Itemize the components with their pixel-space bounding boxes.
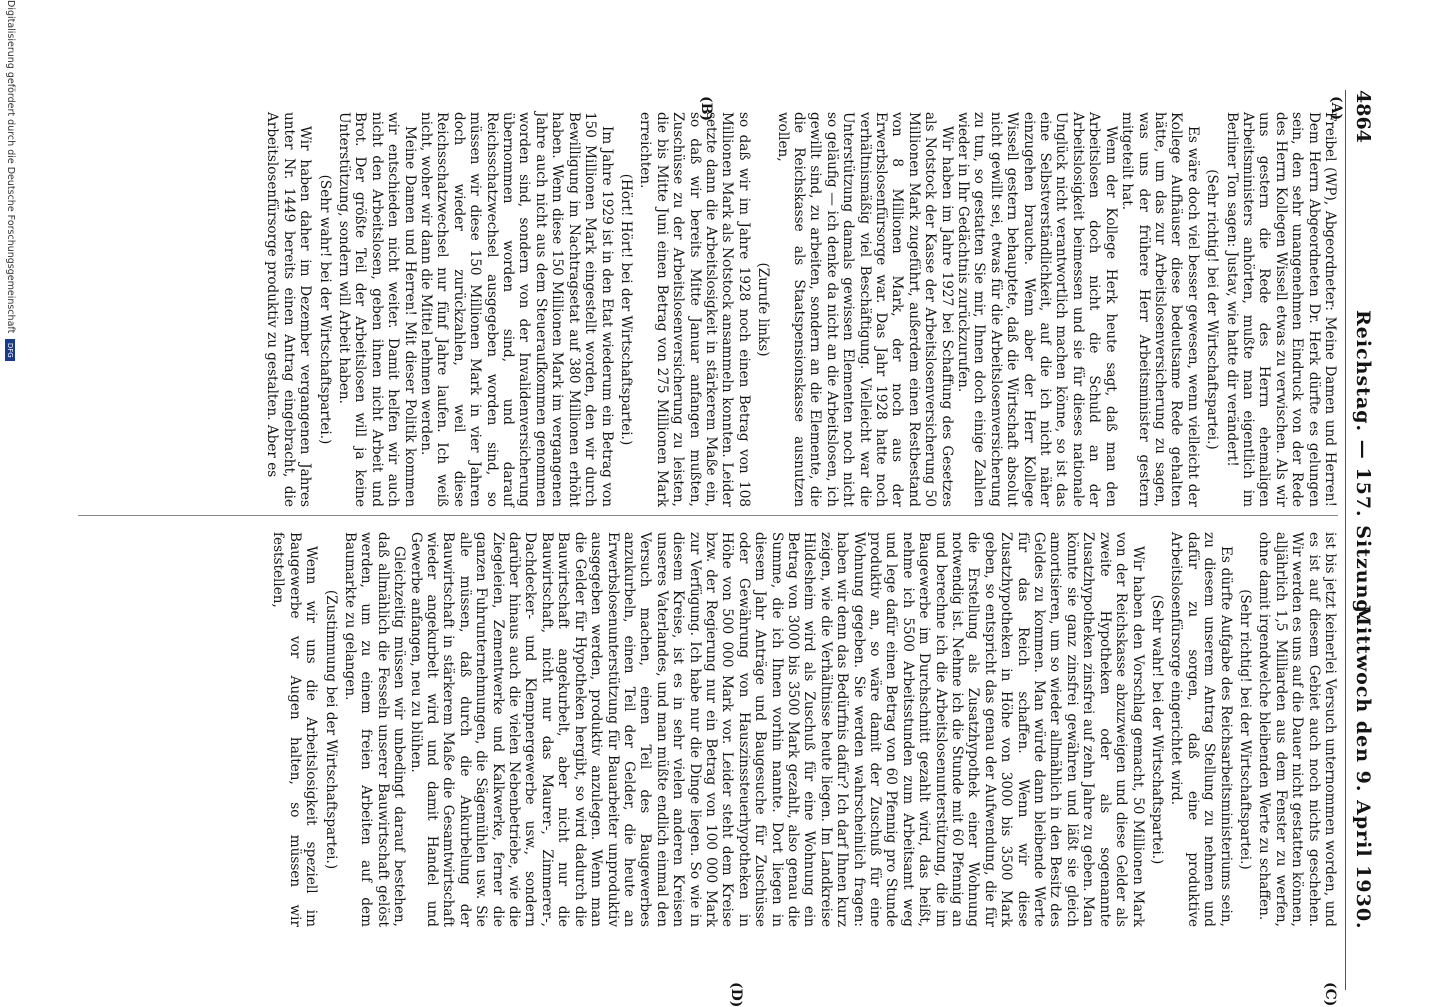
paragraph: Wenn der Kollege Herk heute sagt, daß man den Arbeitslosen doch nicht die Schuld an der Arbeitslosigkeit beimessen und sie für dieses nationale Unglück nicht verantwortlich machen könne, so ist das eine Selbstverständlichkeit, auf die ich nicht näher einzugehen brauche. Wenn aber der Herr Kollege Wissell gestern behauptete, daß die Wirtschaft absolut nicht gewillt sei, etwas für die Arbeitslosenversicherung zu tun, so gestatten Sie mir, Ihnen doch einige Zahlen wieder in Ihr Gedächtnis zurückzurufen. <box>955 112 1119 507</box>
page-number: 4864 <box>1352 90 1374 143</box>
paragraph: Wir haben im Jahre 1927 bei Schaffung des Gesetzes als Notstock der Kasse der Arbeitslosenversicherung 50 Millionen Mark zugeführt, außerdem einen Restbestand von 8 Millionen Mark, der noch aus der Erwerbslosenfürsorge war. Das Jahr 1928 hatte noch verhältnismäßig viel Beschäftigung. Vielleicht war die Unterstützung damals gewissen Elementen noch nicht so geläufig — ich denke da nicht an die Arbeitslosen, ich gewillt sind, zu arbeiten, sondern an die Elemente, die die Reichskasse als Staatspensionskasse ausnutzen wollen, <box>774 112 955 507</box>
paragraph: Im Jahre 1929 ist in den Etat wiederum ein Betrag von 150 Millionen Mark eingestellt worden, den wir durch Bewilligung im Nachtragsetat auf 380 Millionen erhöht haben. Wenn diese 150 Millionen Mark im vergangenen Jahre auch nicht aus dem Steueraufkommen genommen worden sind, sondern von der Invalidenversicherung übernommen worden sind, und darauf Reichsschatzwechsel ausgegeben worden sind, so müssen wir diese 150 Millionen Mark in vier Jahren doch wieder zurückzahlen, weil diese Reichsschatzwechsel nur fünf Jahre laufen. Ich weiß nicht, woher wir dann die Mittel nehmen werden. <box>418 112 615 507</box>
margin-marker-d: (D) <box>728 982 744 1007</box>
session-title: Reichstag. — 157. Sitzung. <box>1352 310 1374 622</box>
paragraph: Es dürfte Aufgabe des Reichsarbeitsministeriums sein, zu diesem unserem Antrag Stellung zu nehmen und dafür zu sorgen, daß eine produktive Arbeitslosenfürsorge eingerichtet wird. <box>1168 532 1234 927</box>
paragraph: Wenn wir uns die Arbeitslosigkeit speziell im Baugewerbe vor Augen halten, so müssen wir feststellen, <box>270 532 320 927</box>
interjection: (Sehr wahr! bei der Wirtschaftspartei.) <box>316 174 333 445</box>
page-header <box>1344 0 1374 1000</box>
margin-marker-b: (B) <box>698 96 714 122</box>
interjection: (Zustimmung bei der Wirtschaftspartei.) <box>322 589 339 870</box>
dfg-logo: DFG <box>6 339 16 361</box>
paragraph: Freibel (WP), Abgeordneter: Meine Damen und Herren! Dem Herrn Abgeordneten Dr. Herk dürfte es gelungen sein, den sehr unangenehmen Eindruck von der Rede des Herrn Kollegen Wissell etwas zu verwischen. Als wir uns gestern die Rede des Herrn ehemaligen Arbeitsministers anhörten, mußte man eigentlich im Berliner Ton sagen: Justav, wie hatte dir verändert! <box>1223 112 1338 507</box>
paragraph: Wir haben daher im Dezember vergangenen Jahres unter Nr. 1449 bereits einen Antrag eingebracht, die Arbeitslosenfürsorge produktiv zu gestalten. Aber es <box>264 112 314 507</box>
right-column <box>270 532 1338 927</box>
paragraph: ist bis jetzt keinerlei Versuch unternommen worden, und es ist auf diesem Gebiet auch noch nichts geschehen. Wir werden es uns auf die Dauer nicht gestatten können, alljährlich 1,5 Milliarden aus dem Fenster zu werfen, ohne damit irgendwelche bleibenden Werte zu schaffen. <box>1256 532 1338 927</box>
paragraph: so daß wir im Jahre 1928 noch einen Betrag von 108 Millionen Mark als Notstock ansammeln konnten. Leider setzte dann die Arbeitslosigkeit in stärkerem Maße ein, so daß wir bereits Mitte Januar anfangen mußten, Zuschüsse zu der Arbeitslosenversicherung zu leisten, die bis Mitte Juni einen Betrag von 275 Millionen Mark erreichten. <box>637 112 752 507</box>
left-column <box>264 112 1338 507</box>
paragraph: Meine Damen und Herren! Mit dieser Politik kommen wir entschieden nicht weiter. Damit helfen wir auch nicht den Arbeitslosen, geben ihnen nicht Arbeit und Brot. Der größte Teil der Arbeitslosen will ja keine Unterstützung, sondern will Arbeit haben. <box>336 112 418 507</box>
digitization-credit <box>2 0 16 1000</box>
interjection: (Sehr richtig! bei der Wirtschaftspartei.) <box>1236 589 1253 870</box>
column-divider <box>78 515 1338 516</box>
credit-text: Digitalisierung gefördert durch die Deutsche Forschungsgemeinschaft <box>5 0 16 334</box>
margin-marker-c: (C) <box>1322 982 1338 1007</box>
paragraph: Wir haben den Vorschlag gemacht, 50 Millionen Mark von der Reichskasse abzuzweigen und diese Gelder als zweite Hypotheken oder als sogenannte Zusatzhypotheken zinsfrei auf zehn Jahre zu geben. Man könnte sie ganz zinsfrei gewähren und läßt sie gleich amortisieren, um so wieder allmählich in den Besitz des Geldes zu kommen. Man würde dann bleibende Werte für das Reich schaffen. Wenn wir diese Zusatzhypotheken in Höhe von 3000 bis 3500 Mark geben, so entspricht das genau der Aufwendung, die für die Erstellung als Zusatzhypothek einer Wohnung notwendig ist. Nehme ich die Stunde mit 60 Pfennig an und berechne ich die Arbeitslosenunterstützung, die im Baugewerbe im Durchschnitt gezahlt wird, das heißt, nehme ich 5500 Arbeitsstunden zum Arbeitsamt weg und lege dafür einen Betrag von 60 Pfennig pro Stunde produktiv an, so wäre damit der Zuschuß für eine Wohnung gegeben. Sie werden wahrscheinlich fragen: haben wir denn das Bedürfnis dafür? Ich darf Ihnen kurz zeigen, wie die Verhältnisse heute liegen. Im Landkreise Hildesheim wird als Zuschuß für eine Wohnung ein Betrag von 3000 bis 3500 Mark gezahlt, also genau die Summe, die ich Ihnen vorhin nannte. Dort liegen in diesem Jahr Anträge und Baugesuche für Zuschüsse oder Gewährung von Hauszinssteuerhypotheken in Höhe von 500 000 Mark vor. Leider steht dem Kreise bzw. der Regierung nur ein Betrag von 100 000 Mark zur Verfügung. Ich habe nur die Dinge liegen. So wie in diesem Kreise, ist es in sehr vielen anderen Kreisen unseres Vaterlandes, und man müßte endlich einmal den Versuch machen, einen Teil des Baugewerbes anzukurbeln, einen Teil der Gelder, die heute an Erwerbslosenunterstützung für Bauarbeiter unproduktiv ausgegeben werden, produktiv anzulegen. Wenn man die Gelder für Hypotheken hergibt, so wird dadurch die Bauwirtschaft angekurbelt, aber nicht nur die Bauwirtschaft, nicht nur das Maurer-, Zimmerer-, Dachdecker- und Klempnergewerbe usw., sondern darüber hinaus auch die vielen Nebenbetriebe, wie die Ziegeleien, Zementwerke und Kalkwerke, ferner die ganzen Fuhrunternehmungen, die Sägemühlen usw. Sie alle müssen, daß durch die Ankurbelung der Bauwirtschaft in stärkerem Maße die Gesamtwirtschaft wieder angekurbelt wird und damit Handel und Gewerbe anfangen, neu zu blühen. <box>407 532 1146 927</box>
paragraph: Gleichzeitig müssen wir unbedingt darauf bestehen, daß allmählich die Fesseln unserer Bauwirtschaft gelöst werden, um zu einem freien Arbeiten auf dem Baumarkte zu gelangen. <box>342 532 408 927</box>
margin-marker-a: (A) <box>1328 96 1344 121</box>
interjection: (Sehr richtig! bei der Wirtschaftspartei.) <box>1204 169 1221 450</box>
interjection: (Hört! Hört! bei der Wirtschaftspartei.) <box>617 173 634 446</box>
interjection: (Sehr wahr! bei der Wirtschaftspartei.) <box>1148 594 1165 865</box>
paragraph: Es wäre doch viel besser gewesen, wenn vielleicht der Kollege Aufhäuser diese bedeutsame Rede gehalten hätte, um das zur Arbeitslosenversicherung zu sagen, was uns der frühere Herr Arbeitsminister gestern mitgeteilt hat. <box>1119 112 1201 507</box>
header-rule <box>1345 90 1346 990</box>
session-date: Mittwoch den 9. April 1930. <box>1352 605 1374 930</box>
interjection: (Zurufe links) <box>755 262 772 357</box>
